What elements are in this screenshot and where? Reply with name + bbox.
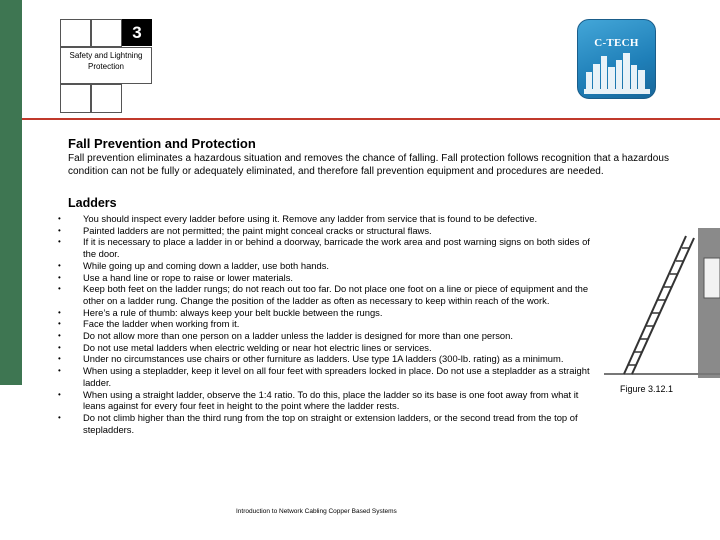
figure-caption: Figure 3.12.1 — [620, 384, 674, 394]
list-item: • Do not climb higher than the third rung from the top on straight or extension ladders, or the second tread from the top of stepladders. — [58, 412, 598, 435]
footer-text: Introduction to Network Cabling Copper Based Systems — [236, 508, 397, 515]
list-item: • If it is necessary to place a ladder in or behind a doorway, barricade the work area and post warning signs on both sides of the door. — [58, 236, 598, 259]
ctech-logo — [577, 19, 656, 99]
list-item: • Here’s a rule of thumb: always keep your belt buckle between the rungs. — [58, 307, 598, 319]
page-title: Fall Prevention and Protection — [68, 136, 256, 151]
list-item: • When using a straight ladder, observe the 1:4 ratio. To do this, place the ladder so its base is one foot away from what it leans against for every four feet in height to the point where the ladder rests. — [58, 389, 598, 412]
ladder-rules-list — [58, 213, 598, 435]
header-grid-cell — [60, 84, 91, 113]
city-skyline-icon — [578, 20, 656, 99]
list-item: • When using a stepladder, keep it level on all four feet with spreaders locked in place. Do not use a stepladder as a straight ladder. — [58, 365, 598, 388]
list-item: • Face the ladder when working from it. — [58, 318, 598, 330]
ladder-against-wall-illustration — [604, 228, 720, 378]
list-item: • Painted ladders are not permitted; the paint might conceal cracks or structural flaws. — [58, 225, 598, 237]
list-item: • Use a hand line or rope to raise or lower materials. — [58, 272, 598, 284]
section-subtitle: Ladders — [68, 196, 117, 210]
header-grid-cell — [91, 84, 122, 113]
intro-paragraph: Fall prevention eliminates a hazardous situation and removes the chance of falling. Fall protection follows recognition that a hazardous condition can not be fully or adequately eliminated, and therefore fall prevention equipment and procedures are needed. — [68, 153, 670, 177]
list-item: • Keep both feet on the ladder rungs; do not reach out too far. Do not place one foot on a line or piece of equipment and the other on a ladder rung. Change the position of the ladder as often as necessary to keep within reach of the work. — [58, 283, 598, 306]
header-divider — [22, 118, 720, 120]
list-item: • Do not use metal ladders when electric welding or near hot electric lines or services. — [58, 342, 598, 354]
header-grid-cell — [91, 19, 122, 47]
left-accent-bar — [0, 0, 22, 385]
list-item: • While going up and coming down a ladder, use both hands. — [58, 260, 598, 272]
list-item: • Under no circumstances use chairs or other furniture as ladders. Use type 1A ladders (300-lb. rating) as a minimum. — [58, 353, 598, 365]
list-item: • Do not allow more than one person on a ladder unless the ladder is designed for more than one person. — [58, 330, 598, 342]
header-grid-cell — [60, 19, 91, 47]
section-name: Safety and Lightning Protection — [60, 47, 152, 84]
logo-text: C-TECH — [594, 37, 639, 49]
ladder-figure — [604, 228, 720, 378]
list-item: • You should inspect every ladder before using it. Remove any ladder from service that is found to be defective. — [58, 213, 598, 225]
chapter-number: 3 — [122, 19, 152, 46]
